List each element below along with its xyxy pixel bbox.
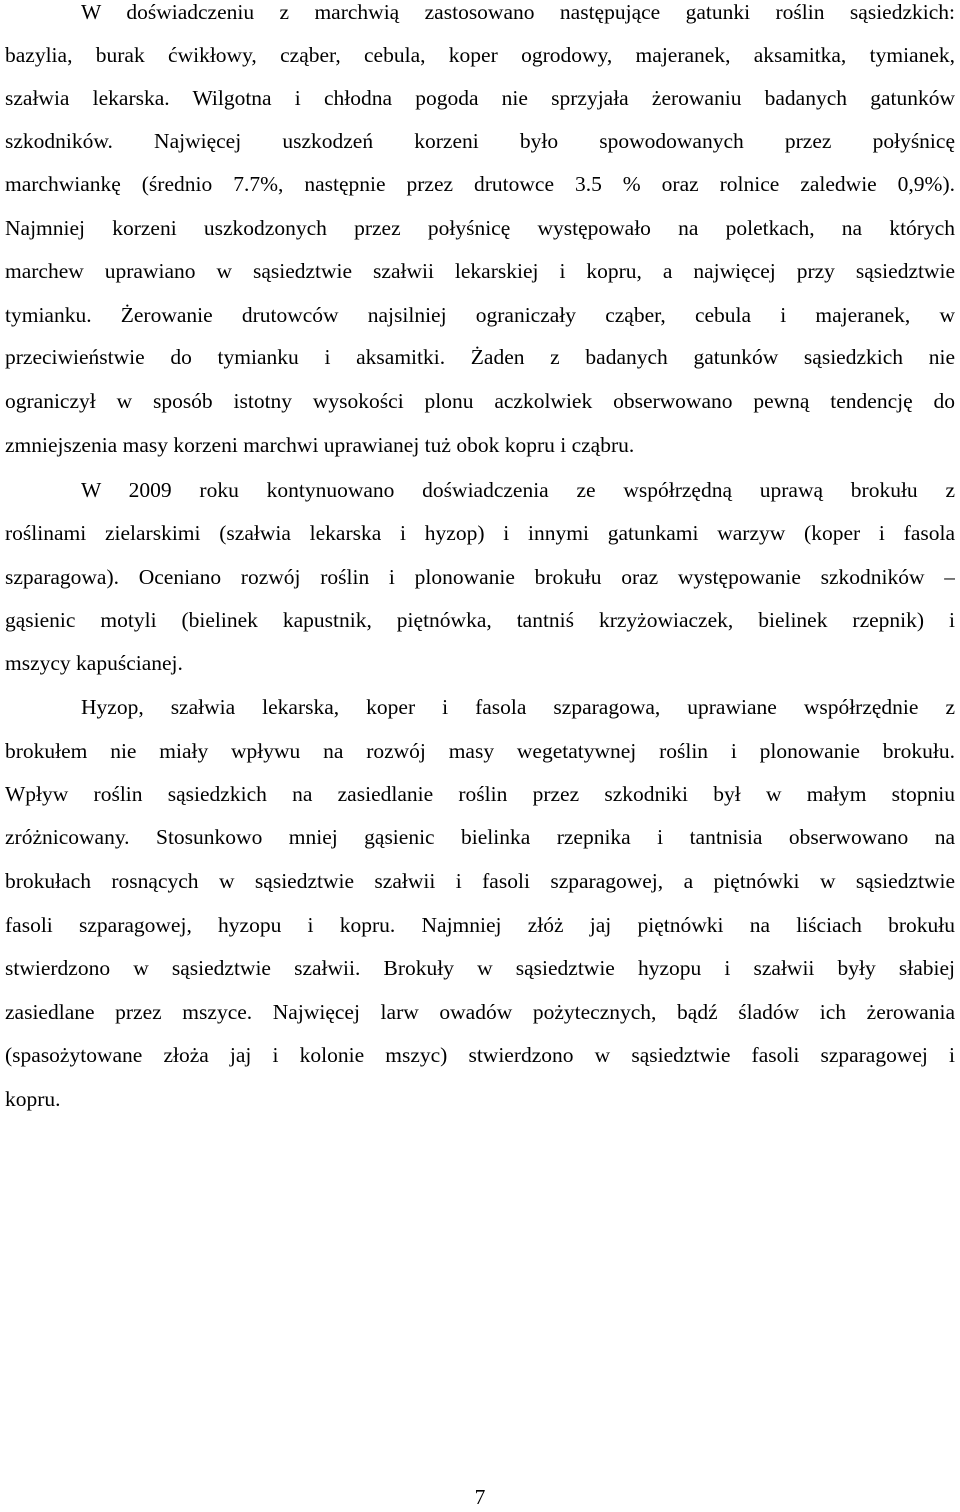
paragraph-1-line-10: ograniczył w sposób istotny wysokości plonu aczkolwiek obserwowano pewną tendencję do [5,389,955,413]
paragraph-1-line-6: Najmniej korzeni uszkodzonych przez połyśnicę występowało na poletkach, na których [5,216,955,240]
paragraph-3-line-1: Hyzop, szałwia lekarska, koper i fasola szparagowa, uprawiane współrzędnie z [81,695,955,719]
paragraph-3-line-2: brokułem nie miały wpływu na rozwój masy wegetatywnej roślin i plonowanie brokułu. [5,739,955,763]
paragraph-3-line-3: Wpływ roślin sąsiedzkich na zasiedlanie roślin przez szkodniki był w małym stopniu [5,782,955,806]
paragraph-1-line-2: bazylia, burak ćwikłowy, cząber, cebula, koper ogrodowy, majeranek, aksamitka, tymianek, [5,43,955,67]
paragraph-1-line-4: szkodników. Najwięcej uszkodzeń korzeni było spowodowanych przez połyśnicę [5,129,955,153]
paragraph-2-line-1: W 2009 roku kontynuowano doświadczenia ze współrzędną uprawą brokułu z [81,478,955,502]
paragraph-3-line-10: kopru. [5,1087,61,1111]
paragraph-1-line-3: szałwia lekarska. Wilgotna i chłodna pogoda nie sprzyjała żerowaniu badanych gatunków [5,86,955,110]
paragraph-3-line-7: stwierdzono w sąsiedztwie szałwii. Brokuły w sąsiedztwie hyzopu i szałwii były słabiej [5,956,955,980]
paragraph-1-line-9: przeciwieństwie do tymianku i aksamitki. Żaden z badanych gatunków sąsiedzkich nie [5,345,955,369]
paragraph-1-line-5: marchwiankę (średnio 7.7%, następnie przez drutowce 3.5 % oraz rolnice zaledwie 0,9%). [5,172,955,196]
page-number: 7 [474,1485,486,1509]
paragraph-2-line-4: gąsienic motyli (bielinek kapustnik, piętnówka, tantniś krzyżowiaczek, bielinek rzepnik) i [5,608,955,632]
paragraph-3-line-5: brokułach rosnących w sąsiedztwie szałwii i fasoli szparagowej, a piętnówki w sąsiedztwie [5,869,955,893]
paragraph-3-line-6: fasoli szparagowej, hyzopu i kopru. Najmniej złóż jaj piętnówki na liściach brokułu [5,913,955,937]
paragraph-3-line-8: zasiedlane przez mszyce. Najwięcej larw owadów pożytecznych, bądź śladów ich żerowania [5,1000,955,1024]
paragraph-3-line-4: zróżnicowany. Stosunkowo mniej gąsienic bielinka rzepnika i tantnisia obserwowano na [5,825,955,849]
paragraph-1-line-7: marchew uprawiano w sąsiedztwie szałwii lekarskiej i kopru, a najwięcej przy sąsiedztwie [5,259,955,283]
paragraph-2-line-3: szparagowa). Oceniano rozwój roślin i plonowanie brokułu oraz występowanie szkodników – [5,565,955,589]
paragraph-1-line-11: zmniejszenia masy korzeni marchwi uprawianej tuż obok kopru i cząbru. [5,433,635,457]
paragraph-1-line-1: W doświadczeniu z marchwią zastosowano następujące gatunki roślin sąsiedzkich: [81,0,955,24]
paragraph-2-line-5: mszycy kapuścianej. [5,651,183,675]
paragraph-1-line-8: tymianku. Żerowanie drutowców najsilniej ograniczały cząber, cebula i majeranek, w [5,303,955,327]
paragraph-2-line-2: roślinami zielarskimi (szałwia lekarska i hyzop) i innymi gatunkami warzyw (koper i fasola [5,521,955,545]
paragraph-3-line-9: (spasożytowane złoża jaj i kolonie mszyc) stwierdzono w sąsiedztwie fasoli szparagowej i [5,1043,955,1067]
